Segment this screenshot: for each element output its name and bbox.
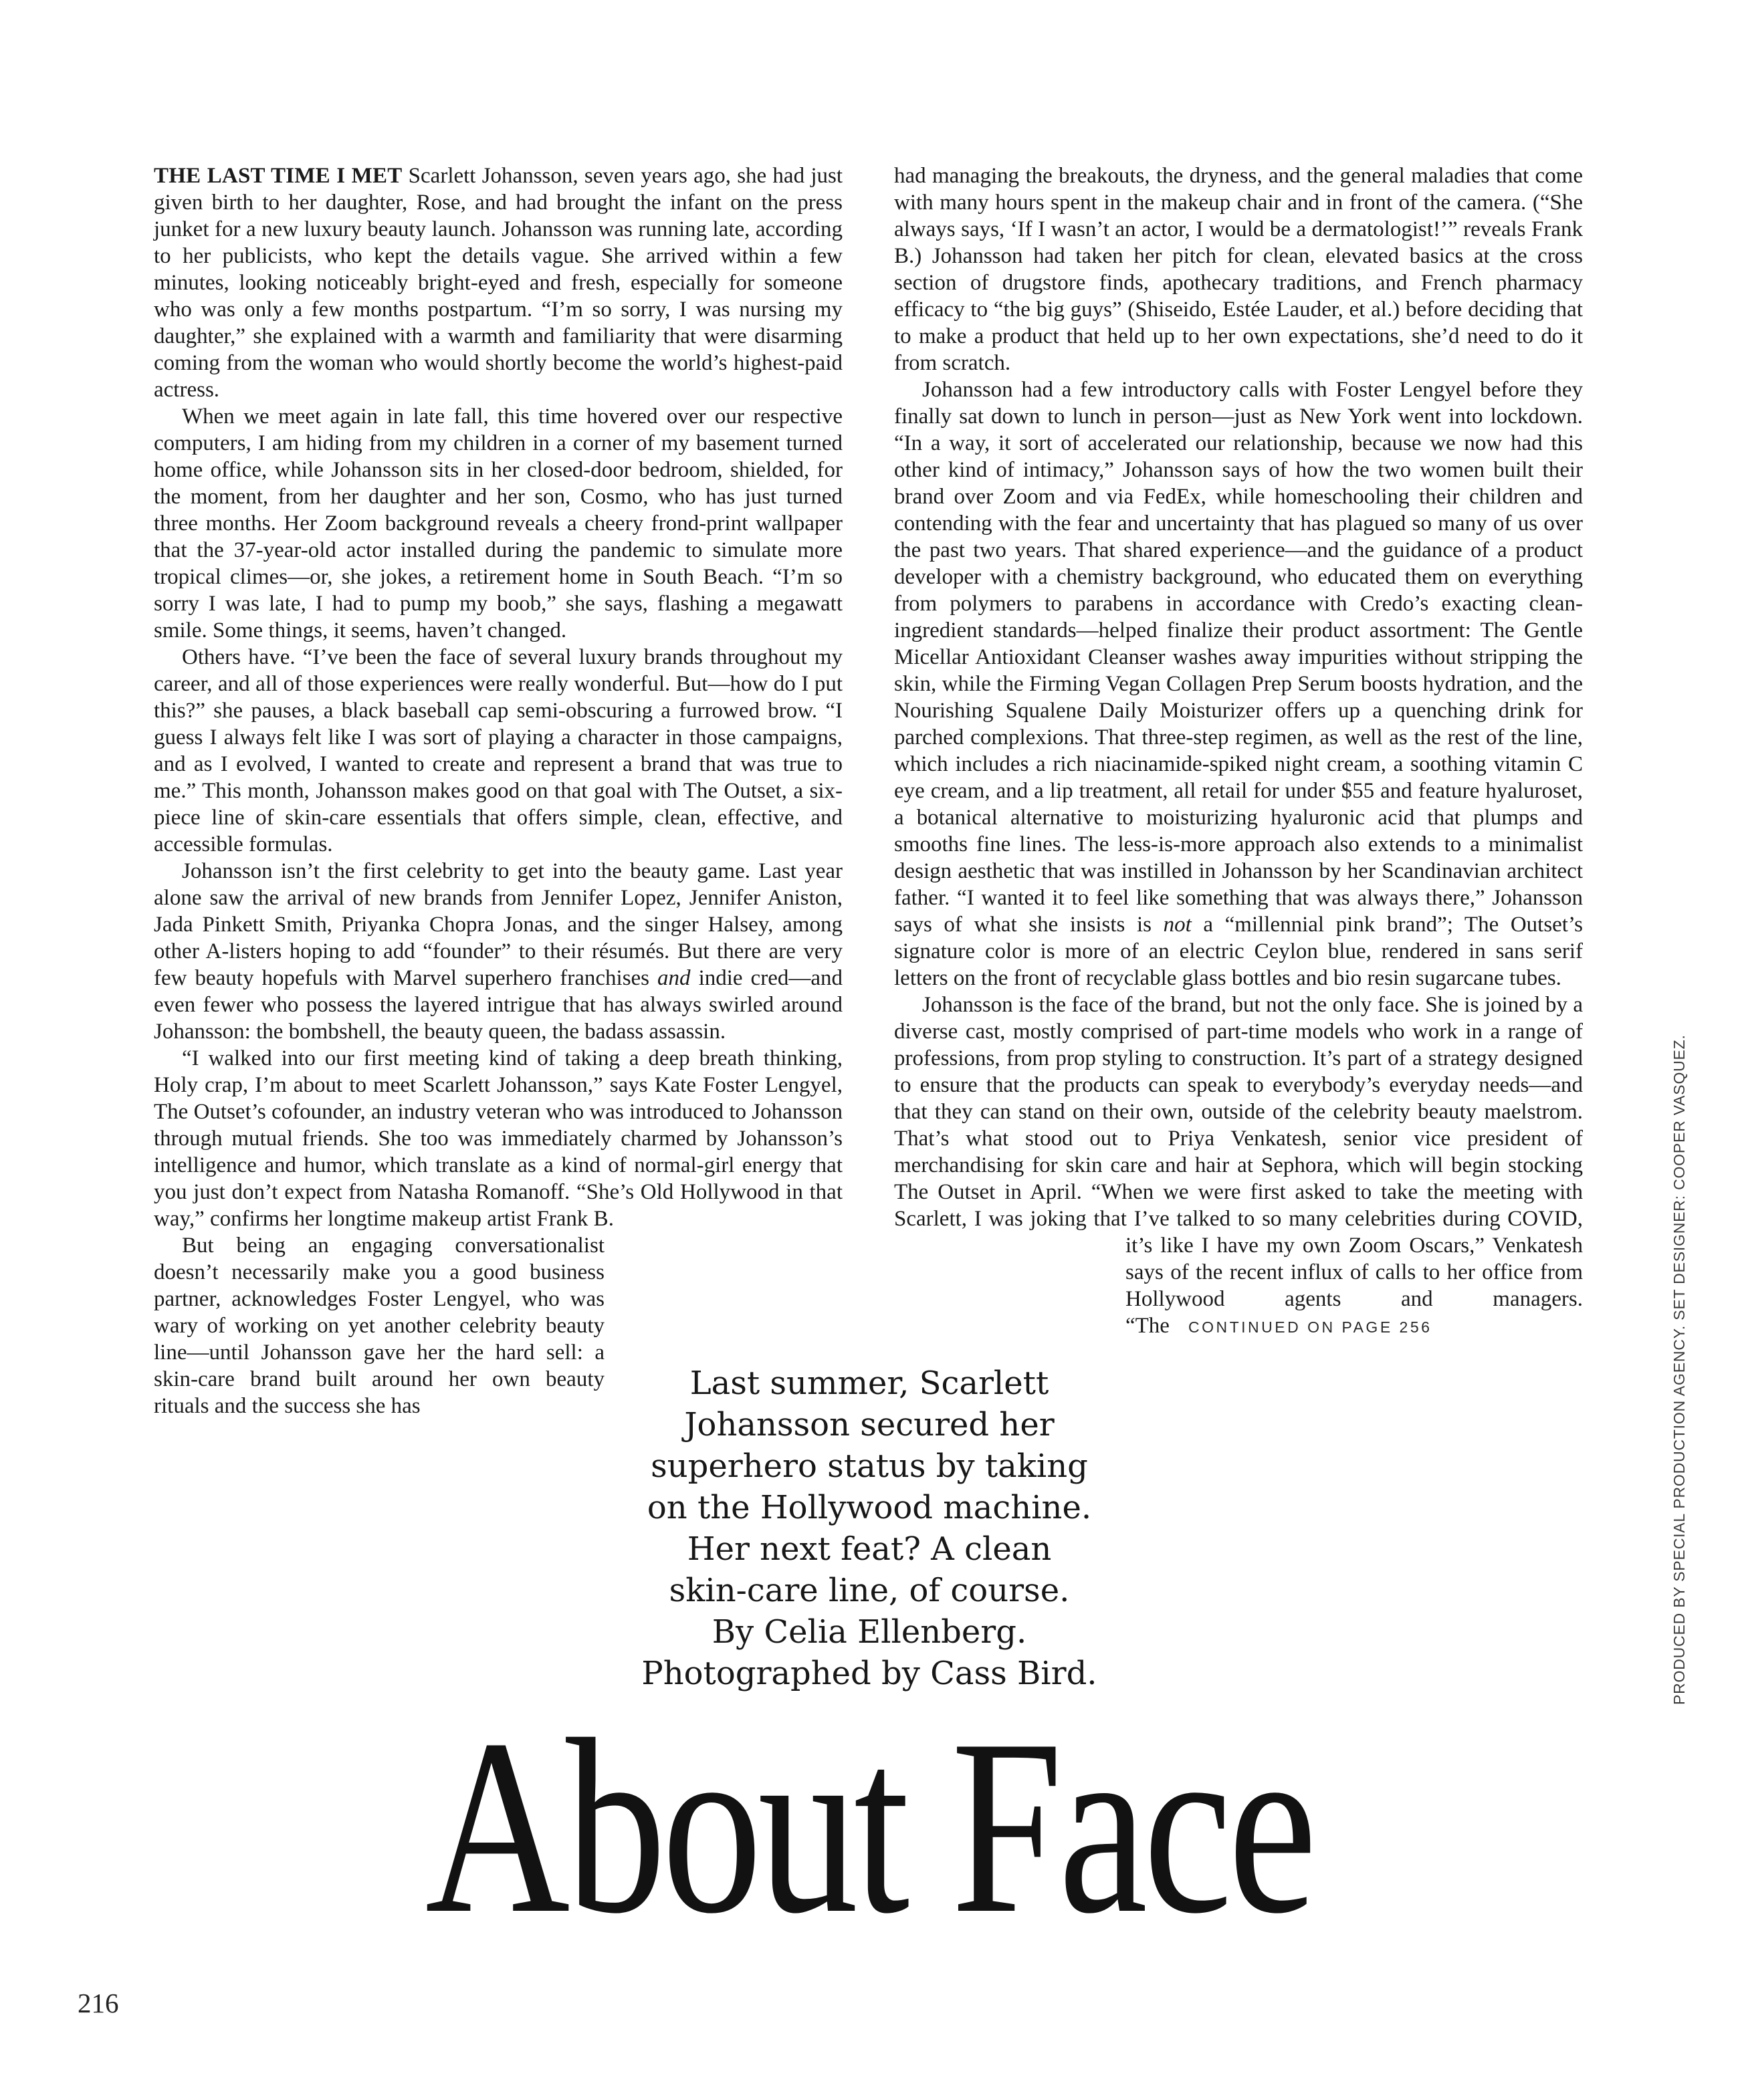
pull-quote-byline: By Celia Ellenberg. <box>712 1613 1027 1651</box>
article-lead-in: THE LAST TIME I MET <box>154 164 403 188</box>
paragraph-8-text-a: Johansson had a few introductory calls with Foster Lengyel before they finally sat down to lunch in person—just as New York went into lockdown. “In a way, it sort of accelerated our relationship, because we now had this other kind of intimacy,” Johansson says of how the two women built their brand over Zoom and via FedEx, while homeschooling their children and contending with the fear and uncertainty that has plagued so many of us over the past two years. That shared experience—and the guidance of a product developer with a chemistry background, who educated them on everything from polymers to parabens in accordance with Credo’s exacting clean-ingredient standards—helped finalize their product assortment: The Gentle Micellar Antioxidant Cleanser washes away impurities without stripping the skin, while the Firming Vegan Collagen Prep Serum boosts hydration, and the Nourishing Squalene Daily Moisturizer offers up a quenching drink for parched complexions. That three-step regimen, as well as the rest of the line, which includes a rich niacinamide-spiked night cream, a soothing vitamin C eye cream, and a lip treatment, all retail for under $55 and feature hyaluroset, a botanical alternative to moisturizing hyaluronic acid that plumps and smooths fine lines. The less-is-more approach also extends to a minimalist design aesthetic that was instilled in Johansson by her Scandinavian architect father. “I wanted it to feel like something that was always there,” Johansson says of what she insists is <box>894 378 1583 937</box>
pull-quote-line: Johansson secured her <box>684 1406 1055 1443</box>
paragraph-4-text-b: indie cred—and even fewer who possess the layered intrigue that has always swirled around Johansson: the bombshell, the beauty queen, the badass assassin. <box>154 966 843 1044</box>
paragraph-1-text: Scarlett Johansson, seven years ago, she had just given birth to her daughter, Rose, and had brought the infant on the press junket for a new luxury beauty launch. Johansson was running late, according to her publicists, who kept the details vague. She arrived within a few minutes, looking noticeably bright-eyed and fresh, especially for someone who was only a few months postpartum. “I’m so sorry, I was nursing my daughter,” she explained with a warmth and familiarity that were disarming coming from the woman who would shortly become the world’s highest-paid actress. <box>154 164 843 402</box>
paragraph-9-text: Johansson is the face of the brand, but not the only face. She is joined by a diverse cast, mostly comprised of part-time models who work in a range of professions, from prop styling to construction. It’s part of a strategy designed to ensure that the products can speak to everybody’s everyday needs—and that they can stand on their own, outside of the celebrity beauty maelstrom. That’s what stood out to Priya Venkatesh, senior vice president of merchandising for skin care and hair at Sephora, which will begin stocking The Outset in April. “When we were first asked to take the meeting with Scarlett, I was joking that I’ve talked to so many celebrities during COVID, it’s like I have my own Zoom Oscars,” Venkatesh says of the recent influx of calls to her office from Hollywood agents and managers. “The <box>894 993 1583 1338</box>
paragraph-8 <box>894 376 1583 991</box>
paragraph-3: Others have. “I’ve been the face of several luxury brands throughout my career, and all of those experiences were really wonderful. But—how do I put this?” she pauses, a black baseball cap semi-obscuring a furrowed brow. “I guess I always felt like I was sort of playing a character in those campaigns, and as I evolved, I wanted to create and represent a brand that was true to me.” This month, Johansson makes good on that goal with The Outset, a six-piece line of skin-care essentials that offers simple, clean, effective, and accessible formulas. <box>154 645 843 856</box>
paragraph-2: When we meet again in late fall, this time hovered over our respective computers, I am hiding from my children in a corner of my basement turned home office, while Johansson sits in her closed-door bedroom, shielded, for the moment, from her daughter and her son, Cosmo, who has just turned three months. Her Zoom background reveals a cheery frond-print wallpaper that the 37-year-old actor installed during the pandemic to simulate more tropical climes—or, she jokes, a retirement home in South Beach. “I’m so sorry I was late, I had to pump my boob,” she says, flashing a megawatt smile. Some things, it seems, haven’t changed. <box>154 404 843 643</box>
paragraph-4-text-a: Johansson isn’t the first celebrity to get into the beauty game. Last year alone saw the arrival of new brands from Jennifer Lopez, Jennifer Aniston, Jada Pinkett Smith, Priyanka Chopra Jonas, and the singer Halsey, among other A-listers hoping to add “founder” to their résumés. But there are very few beauty hopefuls with Marvel superhero franchises <box>154 859 843 990</box>
paragraph-7: had managing the breakouts, the dryness, and the general maladies that come with many hours spent in the makeup chair and in front of the camera. (“She always says, ‘If I wasn’t an actor, I would be a dermatologist!’” reveals Frank B.) Johansson had taken her pitch for clean, elevated basics at the cross section of drugstore finds, apothecary traditions, and French pharmacy efficacy to “the big guys” (Shiseido, Estée Lauder, et al.) before deciding that to make a product that held up to her own expectations, she’d need to do it from scratch. <box>894 164 1583 375</box>
pull-quote-line: Last summer, Scarlett <box>689 1365 1049 1402</box>
pull-quote <box>629 1363 1110 1694</box>
pull-quote-line: skin-care line, of course. <box>669 1572 1070 1609</box>
pull-quote-photo-credit: Photographed by Cass Bird. <box>641 1655 1097 1692</box>
pull-quote-line: Her next feat? A clean <box>687 1530 1052 1568</box>
continued-on-page-note: CONTINUED ON PAGE 256 <box>1188 1318 1432 1336</box>
paragraph-4 <box>154 858 843 1045</box>
article-headline: About Face <box>425 1688 1313 1966</box>
pull-quote-line: superhero status by taking <box>651 1447 1088 1485</box>
paragraph-1 <box>154 162 843 403</box>
paragraph-4-italic: and <box>657 966 691 990</box>
paragraph-8-text-b: a “millennial pink brand”; The Outset’s signature color is more of an electric Ceylon blue, rendered in sans serif letters on the front of recyclable glass bottles and bio resin sugarcane tubes. <box>894 913 1583 990</box>
paragraph-6: But being an engaging conversationalist doesn’t necessarily make you a good business partner, acknowledges Foster Lengyel, who was wary of working on yet another celebrity beauty line—until Johansson gave her the hard sell: a skin-care brand built around her own beauty rituals and the success she has <box>154 1234 605 1418</box>
paragraph-8-italic: not <box>1163 913 1192 937</box>
pull-quote-line: on the Hollywood machine. <box>647 1489 1092 1526</box>
paragraph-5: “I walked into our first meeting kind of taking a deep breath thinking, Holy crap, I’m about to meet Scarlett Johansson,” says Kate Foster Lengyel, The Outset’s cofounder, an industry veteran who was introduced to Johansson through mutual friends. She too was immediately charmed by Johansson’s intelligence and humor, which translate as a kind of normal-girl energy that you just don’t expect from Natasha Romanoff. “She’s Old Hollywood in that way,” confirms her longtime makeup artist Frank B. <box>154 1046 843 1231</box>
page-number: 216 <box>78 1988 119 2018</box>
production-credit: PRODUCED BY SPECIAL PRODUCTION AGENCY. SET DESIGNER: COOPER VASQUEZ. <box>1670 1034 1688 1705</box>
